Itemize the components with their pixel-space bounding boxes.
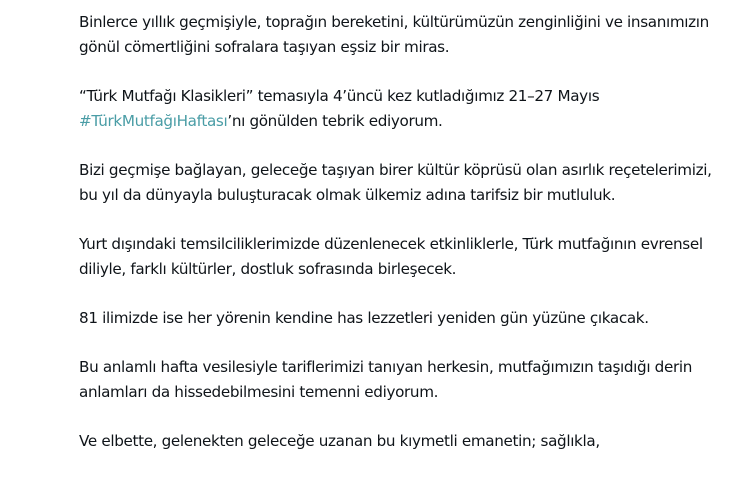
post-paragraph-2-text-start: “Türk Mutfağı Klasikleri” temasıyla 4’üncü kez kutladığımız 21–27 Mayıs xyxy=(79,87,600,105)
post-paragraph-1: Binlerce yıllık geçmişiyle, toprağın bereketini, kültürümüzün zenginliğini ve insanımızın gönül cömertliğini sofralara taşıyan eşsiz bir miras. xyxy=(79,13,709,56)
post-paragraph-2-text-end: ’nı gönülden tebrik ediyorum. xyxy=(227,112,443,130)
post-paragraph-6: Bu anlamlı hafta vesilesiyle tariflerimizi tanıyan herkesin, mutfağımızın taşıdığı derin anlamları da hissedebilmesini temenni ediyorum. xyxy=(79,358,693,401)
post-paragraph-5: 81 ilimizde ise her yörenin kendine has lezzetleri yeniden gün yüzüne çıkacak. xyxy=(79,309,649,327)
post-paragraph-3: Bizi geçmişe bağlayan, geleceğe taşıyan birer kültür köprüsü olan asırlık reçetelerimizi, bu yıl da dünyayla buluşturacak olmak ülkemiz adına tarifsiz bir mutluluk. xyxy=(79,161,712,204)
post-paragraph-7: Ve elbette, gelenekten geleceğe uzanan bu kıymetli emanetin; sağlıkla, xyxy=(79,432,600,450)
post-body xyxy=(79,10,719,478)
post-paragraph-2 xyxy=(79,84,719,134)
post-paragraph-4: Yurt dışındaki temsilciliklerimizde düzenlenecek etkinliklerle, Türk mutfağının evrensel diliyle, farklı kültürler, dostluk sofrasında birleşecek. xyxy=(79,235,703,278)
hashtag-link[interactable]: #TürkMutfağıHaftası xyxy=(79,112,228,130)
